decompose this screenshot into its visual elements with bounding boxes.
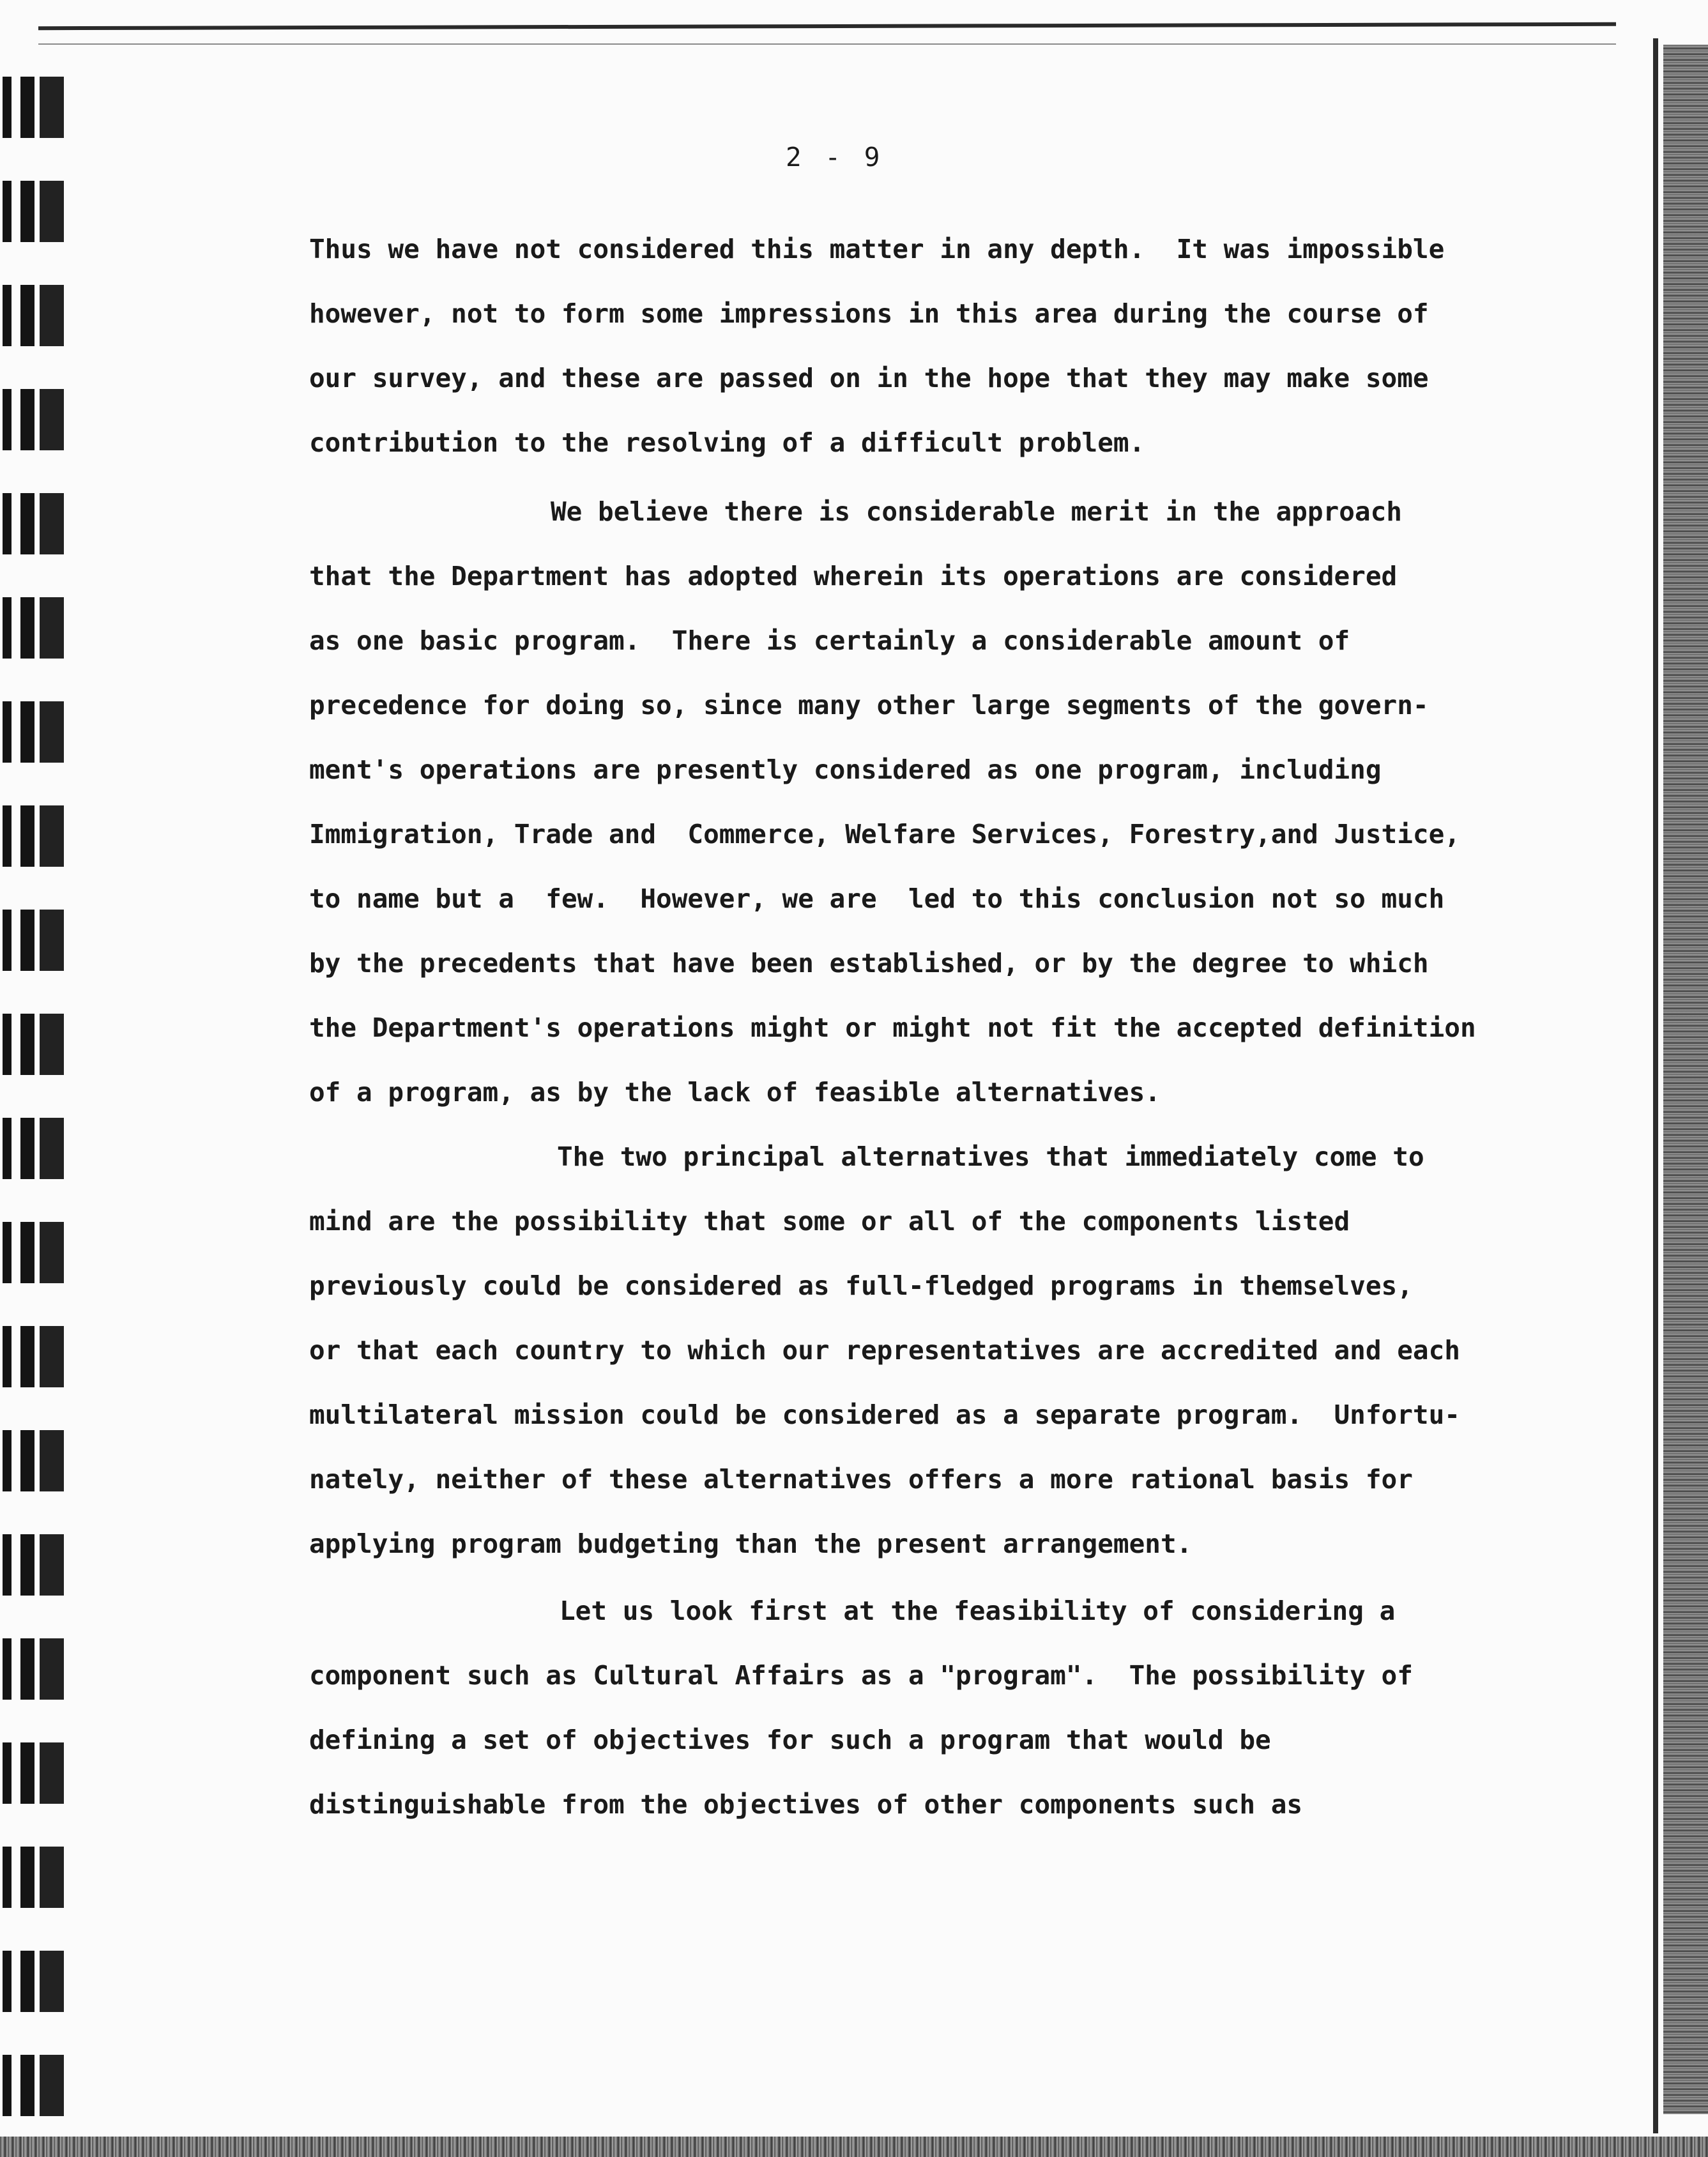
page-top-edge	[38, 22, 1616, 30]
binding-hole	[3, 493, 64, 554]
text-line: of a program, as by the lack of feasible alternatives.	[309, 1077, 1161, 1108]
text-line: We believe there is considerable merit in the approach	[551, 496, 1402, 527]
page-top-rule	[38, 43, 1616, 45]
binding-hole	[3, 389, 64, 450]
binding-hole	[3, 2055, 64, 2116]
text-line: applying program budgeting than the present arrangement.	[309, 1528, 1193, 1559]
text-line: the Department's operations might or might not fit the accepted definition	[309, 1012, 1476, 1043]
binding-hole	[3, 1326, 64, 1387]
binding-hole	[3, 1430, 64, 1491]
text-line: contribution to the resolving of a difficult problem.	[309, 427, 1145, 458]
page-right-edge-shadow	[1663, 45, 1708, 2114]
text-line: ment's operations are presently considered as one program, including	[309, 754, 1382, 785]
text-line: or that each country to which our representatives are accredited and each	[309, 1335, 1460, 1366]
binding-hole	[3, 1742, 64, 1804]
page-right-edge-line	[1653, 38, 1658, 2133]
binding-hole	[3, 597, 64, 659]
binding-hole	[3, 77, 64, 138]
binding-hole	[3, 1638, 64, 1700]
text-line: to name but a few. However, we are led to this conclusion not so much	[309, 883, 1445, 914]
text-line: as one basic program. There is certainly a considerable amount of	[309, 625, 1350, 656]
text-line: component such as Cultural Affairs as a "program". The possibility of	[309, 1660, 1413, 1691]
binding-hole	[3, 1014, 64, 1075]
text-line: previously could be considered as full-fledged programs in themselves,	[309, 1270, 1413, 1301]
binding-hole	[3, 701, 64, 763]
text-line: Thus we have not considered this matter in any depth. It was impossible	[309, 234, 1445, 264]
binding-hole	[3, 1847, 64, 1908]
text-line: nately, neither of these alternatives offers a more rational basis for	[309, 1464, 1413, 1495]
text-line: mind are the possibility that some or all of the components listed	[309, 1206, 1350, 1237]
text-line: distinguishable from the objectives of other components such as	[309, 1789, 1303, 1820]
page-number: 2 - 9	[786, 142, 884, 172]
binding-hole	[3, 1951, 64, 2012]
binding-hole	[3, 1534, 64, 1596]
binding-hole	[3, 1118, 64, 1179]
binding-hole	[3, 1222, 64, 1283]
text-line: The two principal alternatives that immediately come to	[557, 1141, 1424, 1172]
text-line: Let us look first at the feasibility of considering a	[560, 1596, 1396, 1626]
binding-hole	[3, 181, 64, 242]
text-line: our survey, and these are passed on in the hope that they may make some	[309, 363, 1429, 393]
binding-hole	[3, 910, 64, 971]
text-line: defining a set of objectives for such a program that would be	[309, 1725, 1271, 1755]
text-line: multilateral mission could be considered as a separate program. Unfortu-	[309, 1399, 1460, 1430]
spiral-binding	[0, 0, 70, 2157]
text-line: that the Department has adopted wherein its operations are considered	[309, 561, 1398, 591]
text-line: by the precedents that have been established, or by the degree to which	[309, 948, 1429, 979]
page-bottom-edge	[0, 2137, 1708, 2157]
binding-hole	[3, 285, 64, 346]
binding-hole	[3, 805, 64, 867]
text-line: Immigration, Trade and Commerce, Welfare Services, Forestry,and Justice,	[309, 819, 1460, 850]
text-line: precedence for doing so, since many other large segments of the govern-	[309, 690, 1429, 720]
text-line: however, not to form some impressions in this area during the course of	[309, 298, 1429, 329]
